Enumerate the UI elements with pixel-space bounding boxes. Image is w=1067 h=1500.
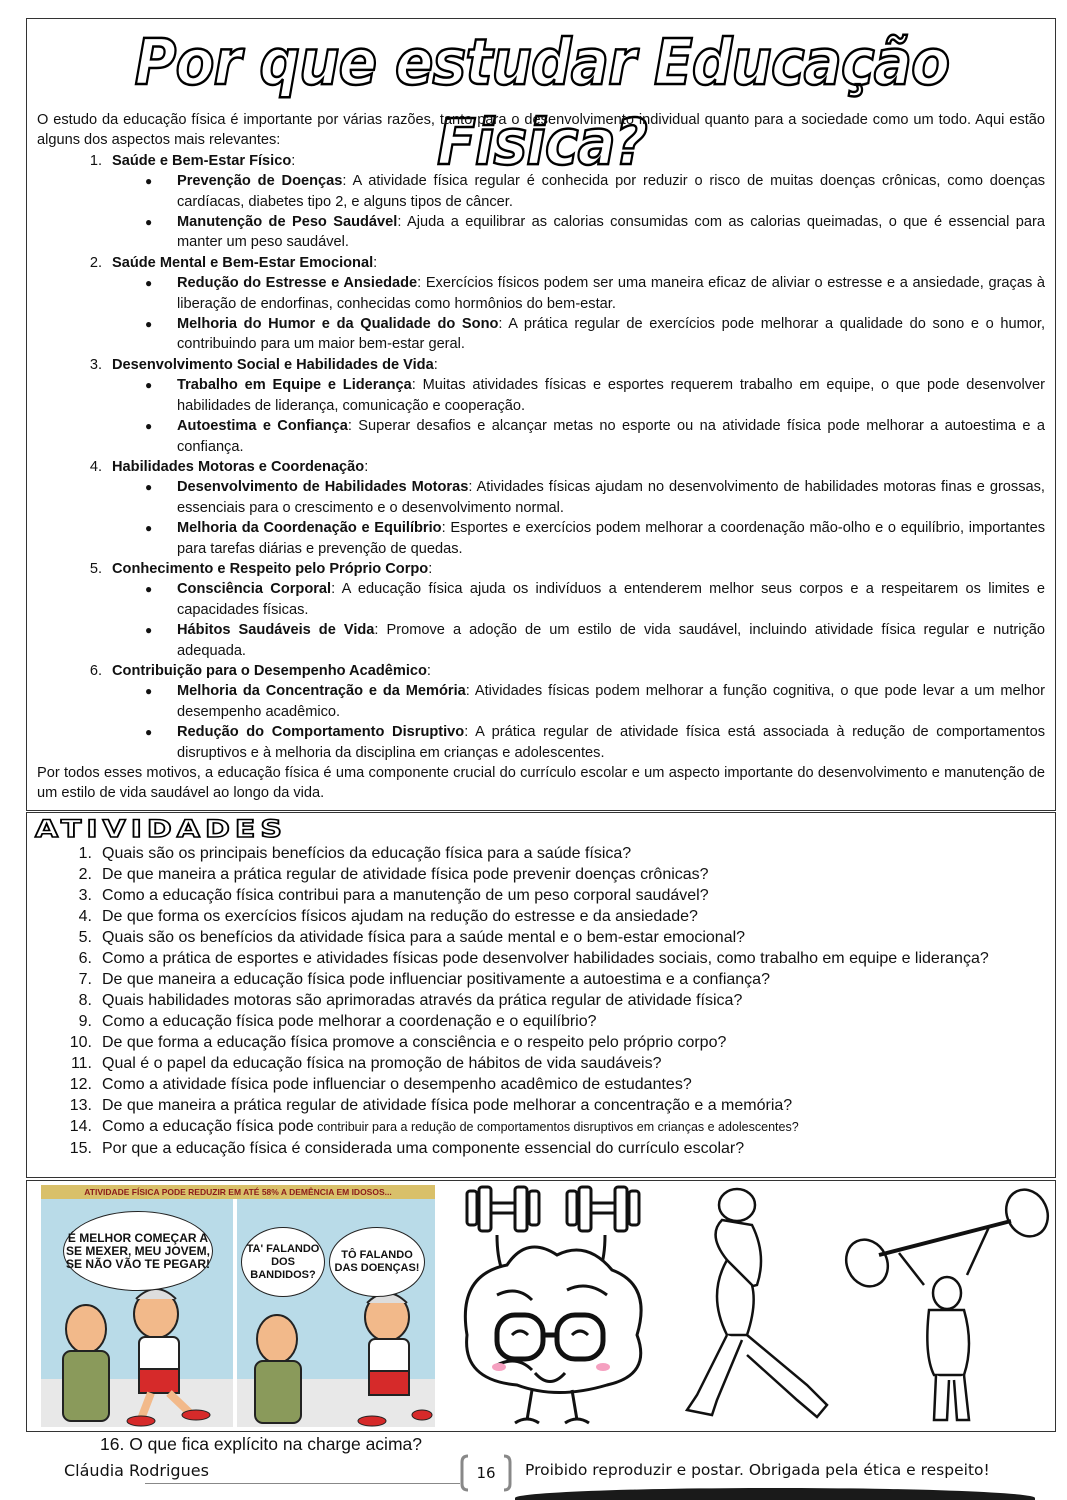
bullet-text [177, 212, 1045, 253]
bullet-body: : A atividade física regular é conhecida por reduzir o risco de muitas doenças crônicas, como doenças cardíacas, diabetes tipo 2, e alguns tipos de câncer. [177, 173, 1045, 210]
question-main: De que maneira a prática regular de atividade física pode melhorar a concentração e a memória? [102, 1097, 793, 1114]
question-number: 12. [69, 1076, 92, 1093]
question-text [102, 1116, 1047, 1138]
question-text [102, 927, 1047, 948]
question-number: 7. [78, 971, 92, 988]
bullet-text [177, 416, 1045, 457]
section-title: Desenvolvimento Social e Habilidades de Vida [112, 356, 434, 373]
section-number: 2. [89, 254, 102, 271]
question-text [102, 1095, 1047, 1116]
question-text [102, 864, 1047, 885]
footer-decoration [515, 1488, 1035, 1500]
bullet-bold: Desenvolvimento de Habilidades Motoras [177, 479, 469, 496]
section-heading-text: Desenvolvimento Social e Habilidades de Vida: [112, 356, 438, 373]
bullet-item [37, 620, 1045, 661]
section-heading [37, 457, 1045, 477]
bullet-icon: ● [145, 317, 153, 332]
section-title: Saúde Mental e Bem-Estar Emocional [112, 254, 374, 271]
bullet-body: : A educação física ajuda os indivíduos a entenderem melhor seus corpos e a respeitarem os limites e capacidades físicas. [177, 581, 1045, 618]
question-number: 8. [78, 992, 92, 1009]
bullet-icon: ● [145, 419, 153, 434]
question-item [27, 1032, 1047, 1053]
question-main: De que maneira a prática regular de atividade física pode prevenir doenças crônicas? [102, 866, 709, 883]
bullet-body: : Atividades físicas ajudam no desenvolvimento de habilidades motoras finas e grossas, essenciais para o crescimento e o desenvolvimento normal. [177, 479, 1045, 516]
comic-header: ATIVIDADE FÍSICA PODE REDUZIR EM ATÉ 58% A DEMÊNCIA EM IDOSOS... [41, 1185, 435, 1199]
section-heading-text: Saúde Mental e Bem-Estar Emocional: [112, 254, 378, 271]
bullet-bold: Autoestima e Confiança [177, 418, 348, 435]
question-item [27, 1011, 1047, 1032]
question-text [102, 1074, 1047, 1095]
page-number-text: 16 [476, 1464, 496, 1482]
page-number [458, 1454, 514, 1492]
page-title: Por que estudar Educação Fisica? [134, 26, 950, 179]
section-heading [37, 253, 1045, 273]
bullet-item [37, 518, 1045, 559]
bullet-item [37, 416, 1045, 457]
section-heading-text: Saúde e Bem-Estar Físico: [112, 152, 296, 169]
bullet-body: : Atividades físicas podem melhorar a função cognitiva, o que pode levar a um melhor desempenho acadêmico. [177, 683, 1045, 720]
question-main: De que forma a educação física promove a consciência e o respeito pelo próprio corpo? [102, 1034, 727, 1051]
question-small-text: contribuir para a redução de comportamentos disruptivos em crianças e adolescentes? [313, 1120, 799, 1134]
bullet-icon: ● [145, 725, 153, 740]
question-number: 15. [69, 1140, 92, 1157]
comic-strip [41, 1185, 435, 1429]
section-number: 6. [89, 662, 102, 679]
section-heading [37, 661, 1045, 681]
bullet-text [177, 171, 1045, 212]
bullet-body: : Exercícios físicos podem ser uma maneira eficaz de aliviar o estresse e a ansiedade, graças à liberação de endorfinas, conhecidas como hormônios do bem-estar. [177, 275, 1045, 312]
conclusion-paragraph: Por todos esses motivos, a educação física é uma componente crucial do currículo escolar e um aspecto importante do desenvolvimento e manutenção de um estilo de vida saudável ao longo da vida. [37, 765, 1045, 802]
section-number: 3. [89, 356, 102, 373]
comic-panel-1 [41, 1199, 233, 1427]
bullet-bold: Melhoria da Coordenação e Equilíbrio [177, 520, 442, 537]
questions-list [27, 843, 1047, 1159]
bullet-text [177, 273, 1045, 314]
section-number: 5. [89, 560, 102, 577]
question-main: Como a prática de esportes e atividades físicas pode desenvolver habilidades sociais, como trabalho em equipe e liderança? [102, 950, 989, 967]
question-main: Quais são os principais benefícios da educação física para a saúde física? [102, 845, 632, 862]
question-text [102, 906, 1047, 927]
stretching-person-illustration [667, 1185, 837, 1429]
question-item [27, 864, 1047, 885]
question-main: Como a educação física contribui para a manutenção de um peso corporal saudável? [102, 887, 709, 904]
comic-panel-2 [237, 1199, 435, 1427]
question-text [102, 990, 1047, 1011]
bullet-text [177, 518, 1045, 559]
bullet-body: : Promove a adoção de um estilo de vida saudável, incluindo atividade física regular e nutrição adequada. [177, 622, 1045, 659]
question-item [27, 1138, 1047, 1159]
bullet-text [177, 314, 1045, 355]
section-heading [37, 355, 1045, 375]
section-title: Contribuição para o Desempenho Acadêmico [112, 662, 427, 679]
bullet-icon: ● [145, 480, 153, 495]
question-item [27, 1074, 1047, 1095]
section-number: 1. [89, 152, 102, 169]
footer-author: Cláudia Rodrigues [64, 1461, 209, 1480]
bullet-item [37, 212, 1045, 253]
question-item [27, 1053, 1047, 1074]
bullet-item [37, 375, 1045, 416]
question-text [102, 1053, 1047, 1074]
speech-bubble-3: TÔ FALANDO DAS DOENÇAS! [329, 1227, 425, 1297]
footer-divider [145, 1483, 460, 1484]
brain-lifting-weights-illustration [437, 1185, 667, 1429]
question-number: 3. [78, 887, 92, 904]
bullet-text [177, 620, 1045, 661]
question-number: 9. [78, 1013, 92, 1030]
question-main: De que maneira a educação física pode influenciar positivamente a autoestima e a confiança? [102, 971, 770, 988]
section-heading-text: Habilidades Motoras e Coordenação: [112, 458, 369, 475]
question-text [102, 948, 1047, 969]
bullet-text [177, 375, 1045, 416]
bullet-bold: Trabalho em Equipe e Liderança [177, 377, 412, 394]
question-main: Qual é o papel da educação física na promoção de hábitos de vida saudáveis? [102, 1055, 662, 1072]
bullet-item [37, 579, 1045, 620]
weightlifter-illustration [839, 1185, 1053, 1429]
question-16: 16. O que fica explícito na charge acima? [100, 1434, 422, 1454]
bullet-bold: Manutenção de Peso Saudável [177, 214, 398, 231]
bullet-icon: ● [145, 276, 153, 291]
question-text [102, 1138, 1047, 1159]
question-number: 4. [78, 908, 92, 925]
section-heading-text: Conhecimento e Respeito pelo Próprio Corpo: [112, 560, 433, 577]
question-text [102, 1011, 1047, 1032]
question-number: 11. [70, 1055, 92, 1072]
bullet-item [37, 171, 1045, 212]
section-title: Saúde e Bem-Estar Físico [112, 152, 292, 169]
bullet-body: : Superar desafios e alcançar metas no esporte ou na atividade física pode melhorar a autoestima e a confiança. [177, 418, 1045, 455]
question-number: 13. [69, 1097, 92, 1114]
section-heading [37, 151, 1045, 171]
question-main: De que forma os exercícios físicos ajudam na redução do estresse e da ansiedade? [102, 908, 698, 925]
activities-title: ATIVIDADES [35, 815, 288, 843]
bullet-icon: ● [145, 623, 153, 638]
question-text [102, 885, 1047, 906]
question-number: 14. [69, 1118, 92, 1135]
question-item [27, 927, 1047, 948]
question-number: 1. [78, 845, 92, 862]
question-main: Por que a educação física é considerada uma componente essencial do currículo escolar? [102, 1140, 745, 1157]
bullet-item [37, 681, 1045, 722]
section-title: Conhecimento e Respeito pelo Próprio Corpo [112, 560, 429, 577]
bullet-item [37, 273, 1045, 314]
intro-paragraph: O estudo da educação física é importante por várias razões, tanto para o desenvolvimento individual quanto para a sociedade como um todo. Aqui estão alguns dos aspectos mais relevantes: [37, 112, 1045, 149]
question-item [27, 990, 1047, 1011]
question-item [27, 948, 1047, 969]
section-number: 4. [89, 458, 102, 475]
bullet-icon: ● [145, 378, 153, 393]
bullet-item [37, 477, 1045, 518]
question-number: 6. [78, 950, 92, 967]
bullet-bold: Prevenção de Doenças [177, 173, 343, 190]
question-item [27, 1095, 1047, 1116]
question-main: Como a atividade física pode influenciar o desempenho acadêmico de estudantes? [102, 1076, 692, 1093]
sections-list [37, 151, 1045, 763]
bullet-body: : Ajuda a equilibrar as calorias consumidas com as calorias queimadas, o que é essencial para manter um peso saudável. [177, 214, 1045, 251]
section-heading-text: Contribuição para o Desempenho Acadêmico: [112, 662, 431, 679]
section-title: Habilidades Motoras e Coordenação [112, 458, 365, 475]
bullet-text [177, 722, 1045, 763]
question-main: Como a educação física pode melhorar a coordenação e o equilíbrio? [102, 1013, 597, 1030]
main-text-box [26, 104, 1056, 811]
question-item [27, 843, 1047, 864]
bullet-icon: ● [145, 582, 153, 597]
question-number: 2. [78, 866, 92, 883]
footer-notice: Proibido reproduzir e postar. Obrigada pela ética e respeito! [525, 1461, 990, 1479]
question-text [102, 843, 1047, 864]
question-number: 10. [69, 1034, 92, 1051]
bullet-icon: ● [145, 684, 153, 699]
bullet-bold: Redução do Estresse e Ansiedade [177, 275, 418, 292]
bullet-icon: ● [145, 174, 153, 189]
bullet-text [177, 477, 1045, 518]
question-main: Quais são os benefícios da atividade física para a saúde mental e o bem-estar emocional? [102, 929, 746, 946]
question-item [27, 1116, 1047, 1138]
bullet-body: : A prática regular de exercícios pode melhorar a qualidade do sono e o humor, contribuindo para um maior bem-estar geral. [177, 316, 1045, 353]
bullet-body: : A prática regular de atividade física está associada à redução de comportamentos disruptivos e à melhoria da disciplina em crianças e adolescentes. [177, 724, 1045, 761]
bullet-icon: ● [145, 215, 153, 230]
bullet-bold: Redução do Comportamento Disruptivo [177, 724, 465, 741]
question-text [102, 1032, 1047, 1053]
bullet-bold: Melhoria do Humor e da Qualidade do Sono [177, 316, 499, 333]
bullet-bold: Consciência Corporal [177, 581, 332, 598]
bullet-text [177, 579, 1045, 620]
bullet-bold: Melhoria da Concentração e da Memória [177, 683, 466, 700]
bullet-icon: ● [145, 521, 153, 536]
bullet-text [177, 681, 1045, 722]
question-text [102, 969, 1047, 990]
question-main: Como a educação física pode [102, 1118, 314, 1135]
activities-box [26, 812, 1056, 1178]
bullet-item [37, 314, 1045, 355]
question-main: Quais habilidades motoras são aprimoradas através da prática regular de atividade física? [102, 992, 743, 1009]
section-heading [37, 559, 1045, 579]
bullet-body: : Muitas atividades físicas e esportes requerem trabalho em equipe, o que pode desenvolver habilidades de liderança, comunicação e cooperação. [177, 377, 1045, 414]
illustrations-box [26, 1180, 1056, 1432]
bullet-item [37, 722, 1045, 763]
speech-bubble-2: TA' FALANDO DOS BANDIDOS? [241, 1227, 325, 1297]
question-item [27, 885, 1047, 906]
bullet-bold: Hábitos Saudáveis de Vida [177, 622, 375, 639]
speech-bubble-1: É MELHOR COMEÇAR A SE MEXER, MEU JOVEM, SE NÃO VÃO TE PEGAR! [63, 1211, 213, 1291]
question-number: 5. [78, 929, 92, 946]
question-item [27, 969, 1047, 990]
bullet-body: : Esportes e exercícios podem melhorar a coordenação mão-olho e o equilíbrio, importantes para tarefas diárias e prevenção de quedas. [177, 520, 1046, 557]
question-item [27, 906, 1047, 927]
